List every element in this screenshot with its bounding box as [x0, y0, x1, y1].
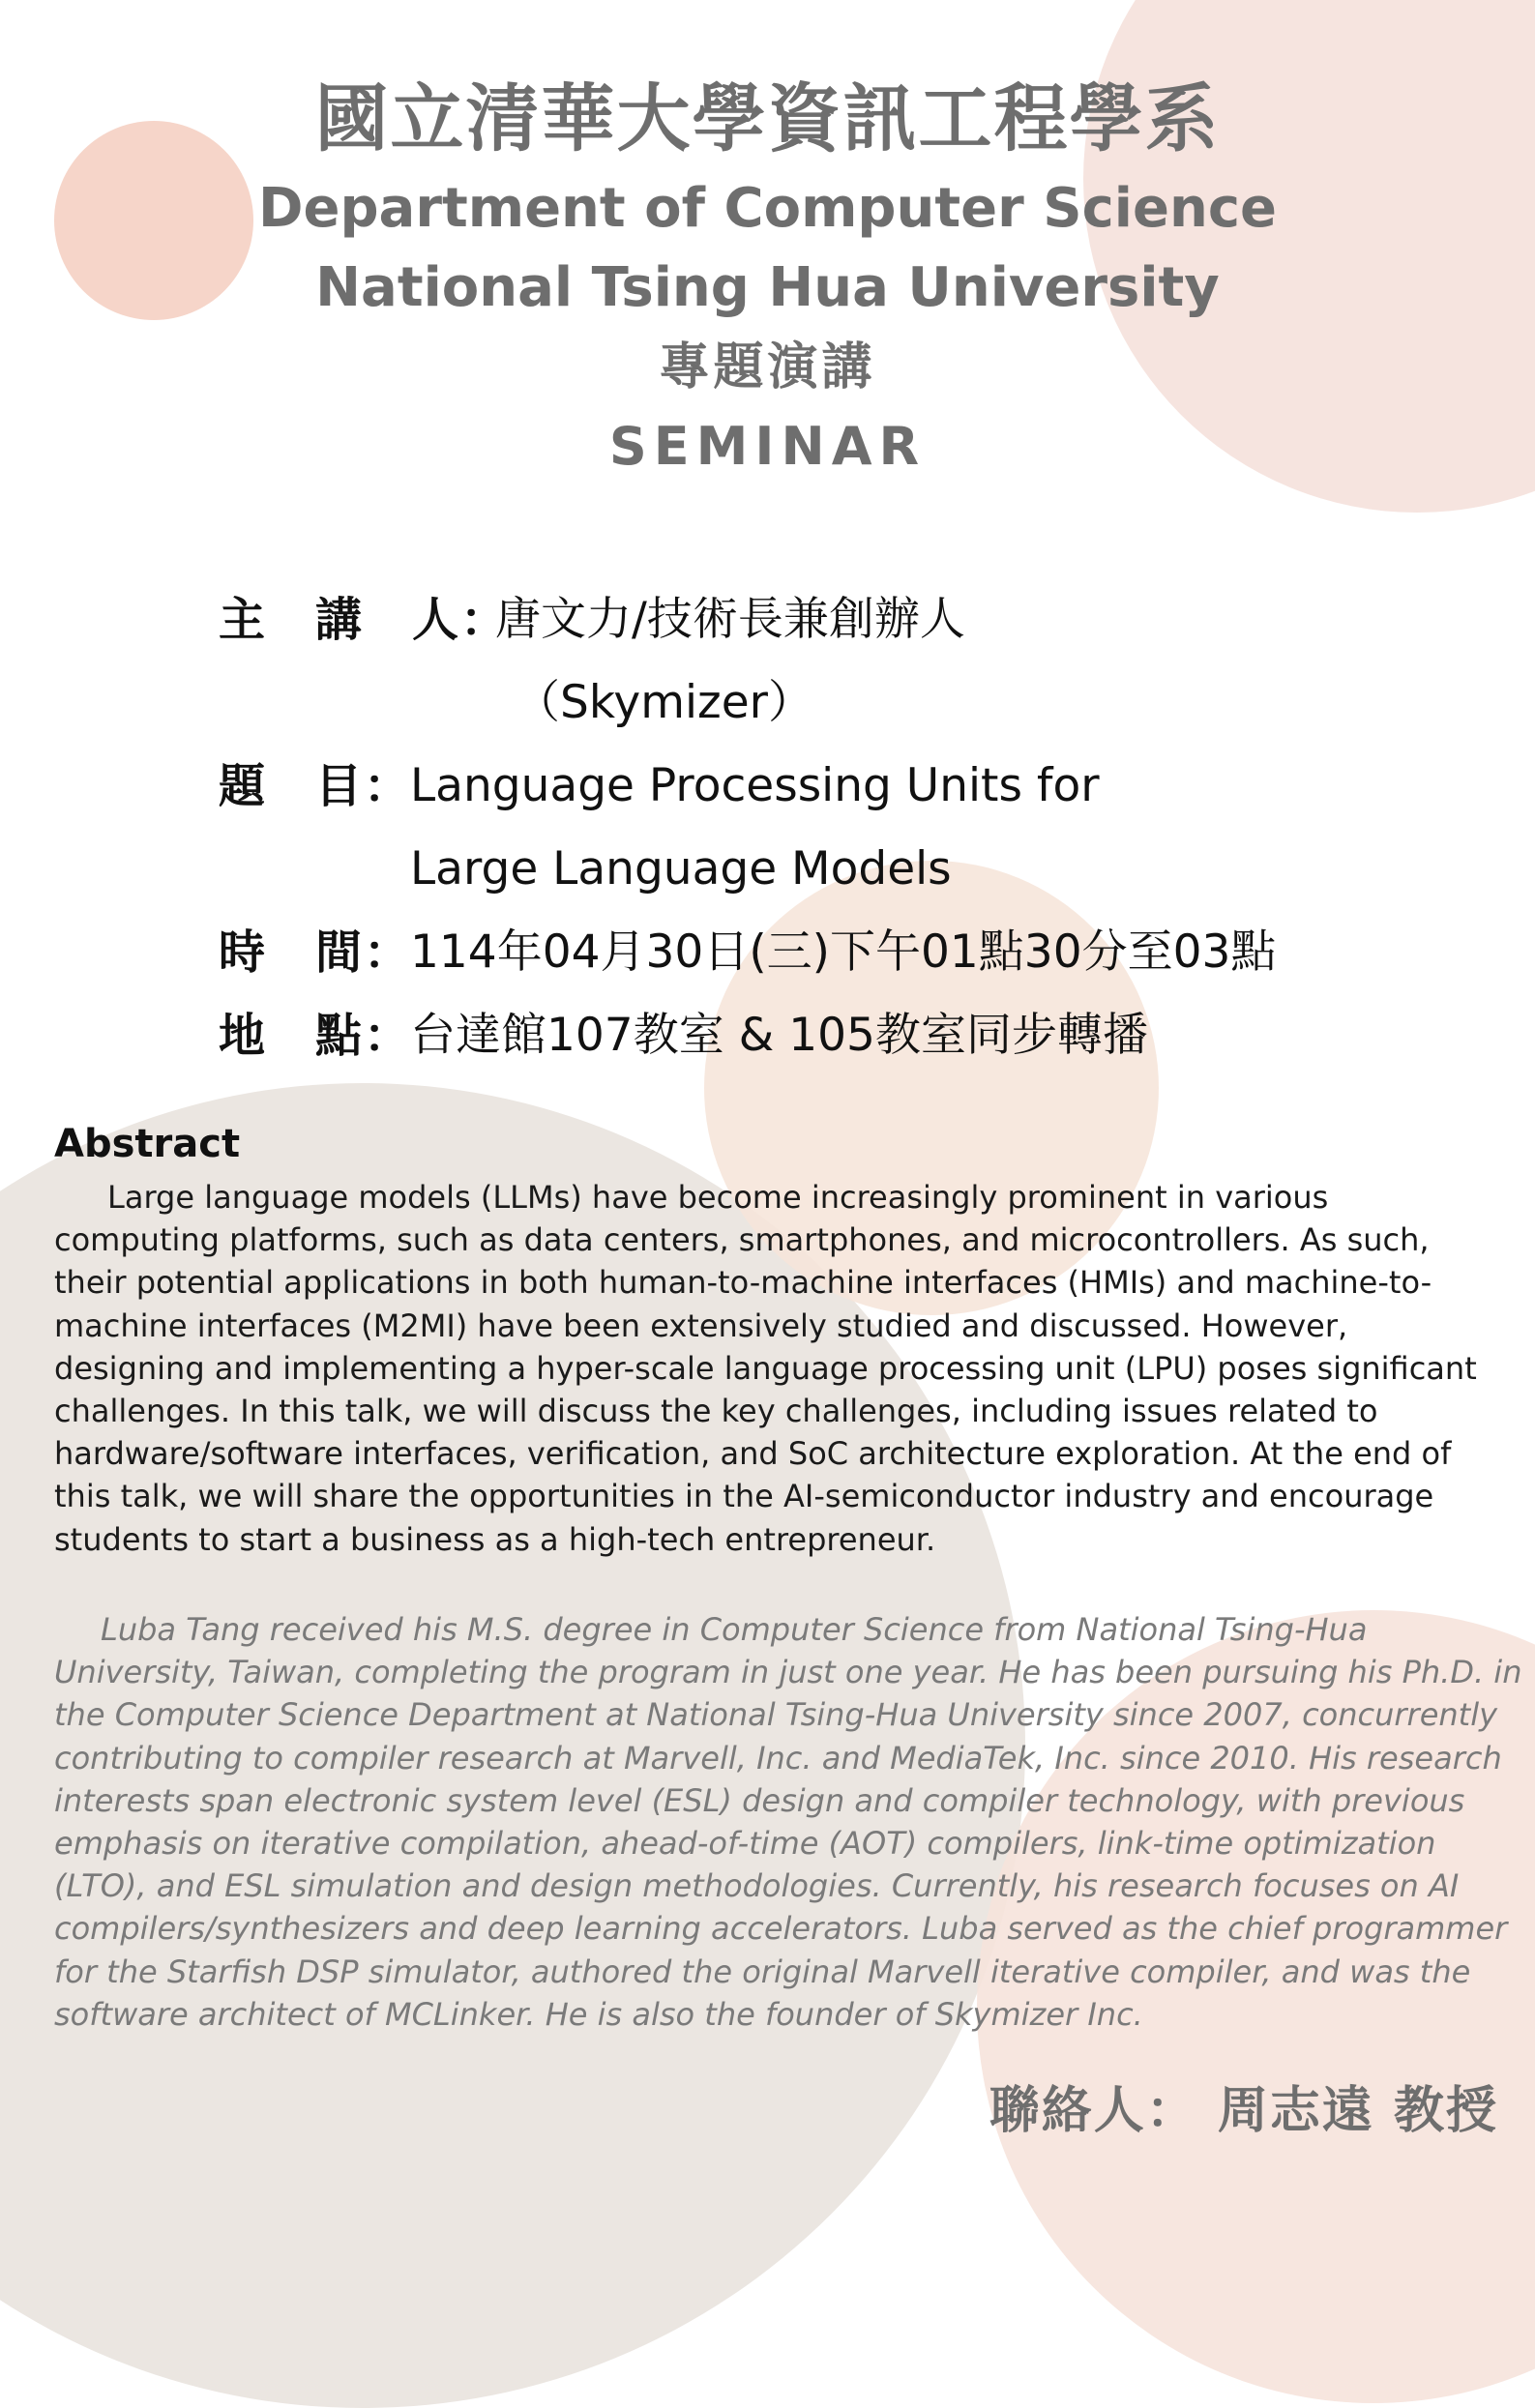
- seminar-info: [219, 578, 1428, 1077]
- speaker-row: [219, 578, 1428, 661]
- department-title-cn: 國立清華大學資訊工程學系: [314, 75, 1221, 162]
- speaker-label: 主 講 人：: [219, 593, 510, 647]
- contact-person: 聯絡人： 周志遠 教授: [989, 2082, 1498, 2140]
- topic-value-2: Large Language Models: [410, 842, 952, 896]
- topic-value: Language Processing Units for: [410, 759, 1100, 812]
- seminar-title-en: SEMINAR: [608, 416, 927, 477]
- topic-label: 題 目：: [219, 759, 413, 813]
- place-value: 台達館107教室 & 105教室同步轉播: [410, 1009, 1148, 1062]
- time-row: [219, 911, 1428, 994]
- speaker-company: （Skymizer）: [515, 676, 813, 729]
- topic-row: [219, 745, 1428, 828]
- speaker-company-row: [219, 661, 1428, 745]
- time-label: 時 間：: [219, 925, 413, 980]
- speaker-value: 唐文力/技術長兼創辦人: [495, 593, 965, 646]
- topic-row-2: [219, 828, 1428, 911]
- seminar-title-cn: 專題演講: [659, 338, 876, 396]
- abstract-heading: Abstract: [54, 1122, 241, 1166]
- department-title-en: Department of Computer Science: [257, 177, 1277, 240]
- university-title-en: National Tsing Hua University: [315, 256, 1220, 319]
- place-row: [219, 994, 1428, 1077]
- time-value: 114年04月30日(三)下午01點30分至03點: [410, 925, 1277, 979]
- abstract-paragraph: Large language models (LLMs) have become increasingly prominent in various computing platforms, such as data centers, smartphones, and microcontrollers. As such, their potential applications in both human-to-machine interfaces (HMIs) and machine-to-machine interfaces (M2MI) have been extensively studied and discussed. However, designing and implementing a hyper-scale language processing unit (LPU) poses significant challenges. In this talk, we will discuss the key challenges, including issues related to hardware/software interfaces, verification, and SoC architecture exploration. At the end of this talk, we will share the opportunities in the AI-semiconductor industry and encourage students to start a business as a high-tech entrepreneur.: [54, 1179, 1477, 1558]
- speaker-bio-paragraph: Luba Tang received his M.S. degree in Computer Science from National Tsing-Hua University, Taiwan, completing the program in just one year. He has been pursuing his Ph.D. in the Computer Science Department at National Tsing-Hua University since 2007, concurrently contributing to compiler research at Marvell, Inc. and MediaTek, Inc. since 2010. His research interests span electronic system level (ESL) design and compiler technology, with previous emphasis on iterative compilation, ahead-of-time (AOT) compilers, link-time optimization (LTO), and ESL simulation and design methodologies. Currently, his research focuses on AI compilers/synthesizers and deep learning accelerators. Luba served as the chief programmer for the Starfish DSP simulator, authored the original Marvell iterative compiler, and was the software architect of MCLinker. He is also the founder of Skymizer Inc.: [54, 1611, 1522, 2033]
- poster-header: [0, 68, 1535, 486]
- place-label: 地 點：: [219, 1009, 413, 1063]
